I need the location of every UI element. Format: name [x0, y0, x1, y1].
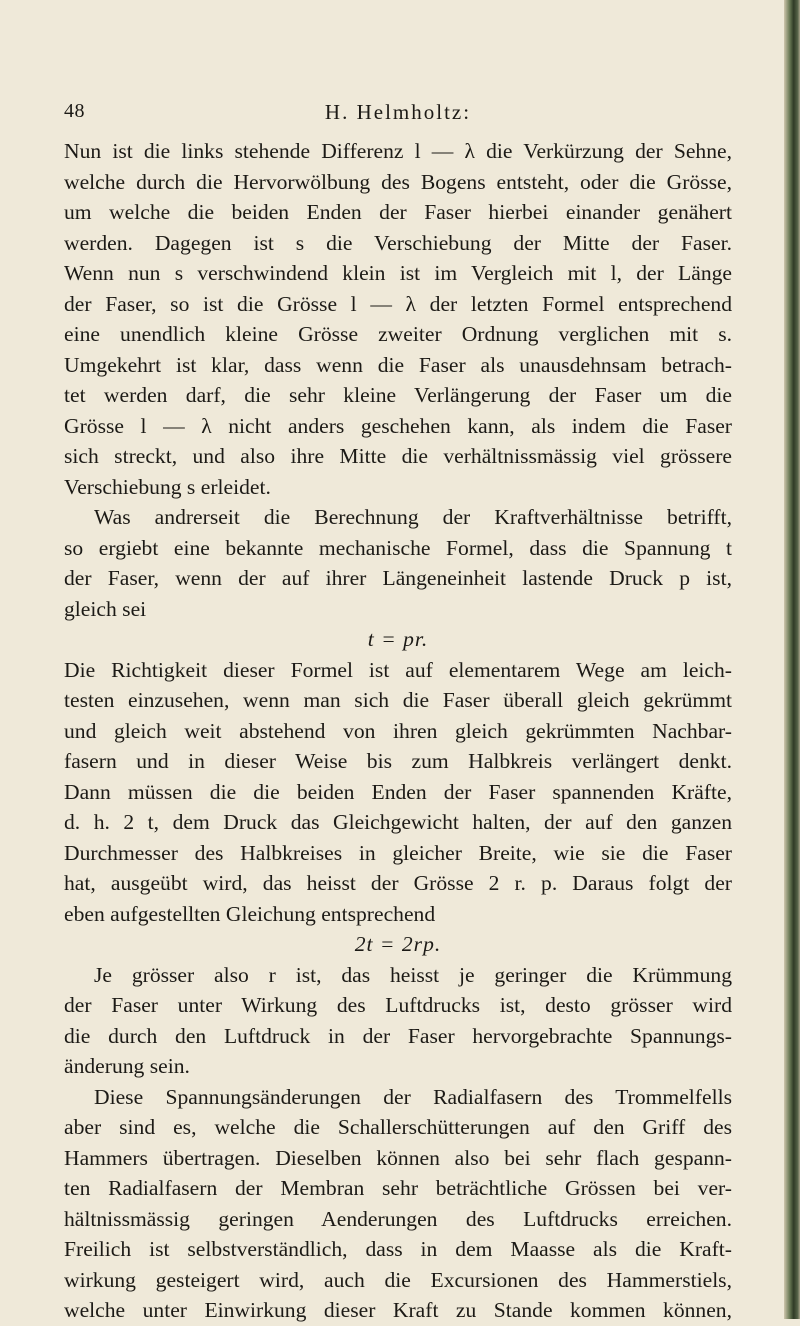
- text-line: und gleich weit abstehend von ihren gleich gekrümmten Nachbar-: [64, 718, 732, 743]
- text-line: d. h. 2 t, dem Druck das Gleichgewicht halten, der auf den ganzen: [64, 810, 732, 834]
- formula-t-equals-pr: t = pr.: [367, 627, 429, 651]
- text-line: Verschiebung s erleidet.: [64, 474, 271, 499]
- text-line: Wenn nun s verschwindend klein ist im Vergleich mit l, der Länge: [64, 261, 732, 285]
- text-line: Je grösser also r ist, das heisst je geringer die Krümmung: [94, 962, 732, 987]
- text-line: Hammers übertragen. Dieselben können also bei sehr flach gespann-: [64, 1145, 732, 1170]
- text-line: der Faser, so ist die Grösse l — λ der letzten Formel entsprechend: [64, 291, 732, 316]
- text-line: eine unendlich kleine Grösse zweiter Ordnung verglichen mit s.: [64, 322, 732, 346]
- text-line: hältnissmässig geringen Aenderungen des Luftdrucks erreichen.: [64, 1206, 732, 1231]
- text-line: testen einzusehen, wenn man sich die Faser überall gleich gekrümmt: [64, 688, 732, 712]
- text-line: Umgekehrt ist klar, dass wenn die Faser als unausdehnsam betrach-: [64, 352, 732, 377]
- text-line: wirkung gesteigert wird, auch die Excursionen des Hammerstiels,: [64, 1267, 732, 1292]
- text-line: gleich sei: [64, 596, 147, 621]
- text-line: Die Richtigkeit dieser Formel ist auf elementarem Wege am leich-: [64, 657, 732, 682]
- text-line: sich streckt, und also ihre Mitte die verhältnissmässig viel grössere: [64, 444, 732, 468]
- text-line: werden. Dagegen ist s die Verschiebung der Mitte der Faser.: [64, 230, 732, 255]
- text-line: ten Radialfasern der Membran sehr beträchtliche Grössen bei ver-: [64, 1176, 732, 1200]
- text-line: änderung sein.: [64, 1054, 190, 1078]
- text-line: die durch den Luftdruck in der Faser hervorgebrachte Spannungs-: [64, 1023, 732, 1048]
- running-head: H. Helmholtz:: [324, 100, 472, 124]
- text-line: um welche die beiden Enden der Faser hierbei einander genähert: [64, 200, 732, 224]
- text-line: der Faser unter Wirkung des Luftdrucks ist, desto grösser wird: [64, 993, 732, 1017]
- text-line: aber sind es, welche die Schallerschütterungen auf den Griff des: [64, 1115, 732, 1139]
- text-line: Nun ist die links stehende Differenz l — λ die Verkürzung der Sehne,: [64, 139, 732, 163]
- text-line: der Faser, wenn der auf ihrer Längeneinheit lastende Druck p ist,: [64, 566, 732, 590]
- text-line: Grösse l — λ nicht anders geschehen kann, als indem die Faser: [64, 413, 732, 438]
- body-text: [64, 136, 732, 1326]
- text-line: tet werden darf, die sehr kleine Verlängerung der Faser um die: [64, 383, 732, 407]
- text-line: Diese Spannungsänderungen der Radialfasern des Trommelfells: [94, 1084, 732, 1109]
- text-line: Dann müssen die die beiden Enden der Faser spannenden Kräfte,: [64, 779, 732, 804]
- text-line: welche unter Einwirkung dieser Kraft zu Stande kommen können,: [64, 1298, 732, 1322]
- text-line: Was andrerseit die Berechnung der Kraftverhältnisse betrifft,: [94, 505, 732, 529]
- text-line: so ergiebt eine bekannte mechanische Formel, dass die Spannung t: [64, 535, 732, 560]
- text-line: hat, ausgeübt wird, das heisst der Grösse 2 r. p. Daraus folgt der: [64, 871, 732, 895]
- text-line: Freilich ist selbstverständlich, dass in dem Maasse als die Kraft-: [64, 1237, 732, 1261]
- text-line: fasern und in dieser Weise bis zum Halbkreis verlängert denkt.: [64, 749, 732, 773]
- formula-2t-equals-2rp: 2t = 2rp.: [354, 932, 442, 956]
- text-line: eben aufgestellten Gleichung entsprechend: [64, 901, 436, 926]
- page-number: 48: [64, 100, 85, 122]
- page-header: [64, 100, 732, 130]
- text-line: Durchmesser des Halbkreises in gleicher Breite, wie sie die Faser: [64, 840, 732, 865]
- page-edge: [784, 0, 800, 1319]
- text-line: welche durch die Hervorwölbung des Bogens entsteht, oder die Grösse,: [64, 169, 732, 194]
